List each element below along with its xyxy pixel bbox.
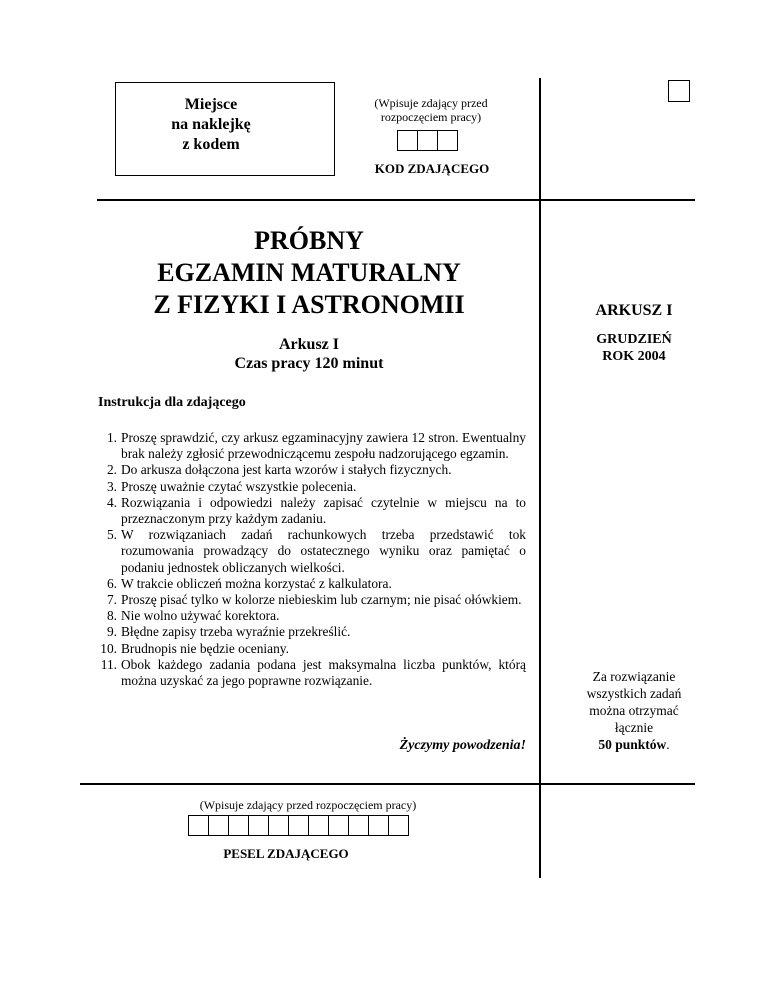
list-item: 2. Do arkusza dołączona jest karta wzorów i stałych fizycznych.	[106, 462, 452, 478]
list-item: 6. W trakcie obliczeń można korzystać z kalkulatora.	[106, 575, 392, 591]
exam-subtitle: Arkusz I Czas pracy 120 minut	[234, 336, 384, 372]
side-date: GRUDZIEŃ ROK 2004	[596, 332, 672, 364]
top-divider	[97, 199, 695, 201]
code-cell[interactable]	[417, 130, 438, 151]
list-item: 10. Brudnopis nie będzie oceniany.	[100, 640, 289, 656]
side-arkusz: ARKUSZ I	[595, 302, 673, 319]
list-item: 9. Błędne zapisy trzeba wyraźnie przekreślić.	[106, 624, 351, 640]
code-cell[interactable]	[397, 130, 418, 151]
code-label: KOD ZDAJĄCEGO	[374, 161, 490, 176]
pesel-cell[interactable]	[328, 815, 349, 836]
code-note: (Wpisuje zdający przed rozpoczęciem pracy)	[374, 96, 488, 124]
pesel-label: PESEL ZDAJĄCEGO	[223, 846, 349, 861]
pesel-cell[interactable]	[268, 815, 289, 836]
corner-checkbox[interactable]	[668, 80, 690, 102]
bottom-divider	[80, 783, 695, 785]
list-item: 8. Nie wolno używać korektora.	[106, 608, 280, 624]
list-item: 11. Obok każdego zadania podana jest maksymalna liczba punktów, którą można uzyskać za jego poprawne rozwiązanie.	[100, 656, 526, 689]
pesel-cell[interactable]	[388, 815, 409, 836]
pesel-cell[interactable]	[348, 815, 369, 836]
pesel-cell[interactable]	[188, 815, 209, 836]
list-item: 7. Proszę pisać tylko w kolorze niebieskim lub czarnym; nie pisać ołówkiem.	[106, 592, 522, 608]
good-luck-text: Życzymy powodzenia!	[399, 738, 526, 753]
points-value: 50 punktów	[598, 737, 667, 752]
code-cells[interactable]	[398, 130, 458, 151]
list-item: 3. Proszę uważnie czytać wszystkie polecenia.	[106, 478, 357, 494]
pesel-cell[interactable]	[208, 815, 229, 836]
pesel-cell[interactable]	[248, 815, 269, 836]
pesel-cell[interactable]	[368, 815, 389, 836]
instructions-list	[98, 430, 526, 689]
list-item: 5. W rozwiązaniach zadań rachunkowych trzeba przedstawić tok rozumowania prowadzący do ostatecznego wyniku oraz pamiętać o podaniu jednostek obliczanych wielkości.	[106, 527, 526, 575]
list-item: 1. Proszę sprawdzić, czy arkusz egzaminacyjny zawiera 12 stron. Ewentualny brak należy zgłosić przewodniczącemu zespołu nadzorującego egzamin.	[106, 430, 526, 462]
sticker-label: Miejsce na naklejkę z kodem	[171, 96, 251, 153]
pesel-cell[interactable]	[228, 815, 249, 836]
pesel-cell[interactable]	[288, 815, 309, 836]
points-info: Za rozwiązanie wszystkich zadań można otrzymać łącznie 50 punktów.	[586, 669, 682, 752]
list-item: 4. Rozwiązania i odpowiedzi należy zapisać czytelnie w miejscu na to przeznaczonym przy każdym zadaniu.	[106, 494, 526, 527]
pesel-note: (Wpisuje zdający przed rozpoczęciem pracy)	[199, 798, 417, 812]
code-cell[interactable]	[437, 130, 458, 151]
pesel-cells[interactable]	[189, 815, 409, 836]
exam-title: PRÓBNY EGZAMIN MATURALNY Z FIZYKI I ASTRONOMII	[153, 226, 465, 319]
instructions-heading: Instrukcja dla zdającego	[98, 395, 246, 410]
vertical-divider	[539, 78, 541, 878]
pesel-cell[interactable]	[308, 815, 329, 836]
